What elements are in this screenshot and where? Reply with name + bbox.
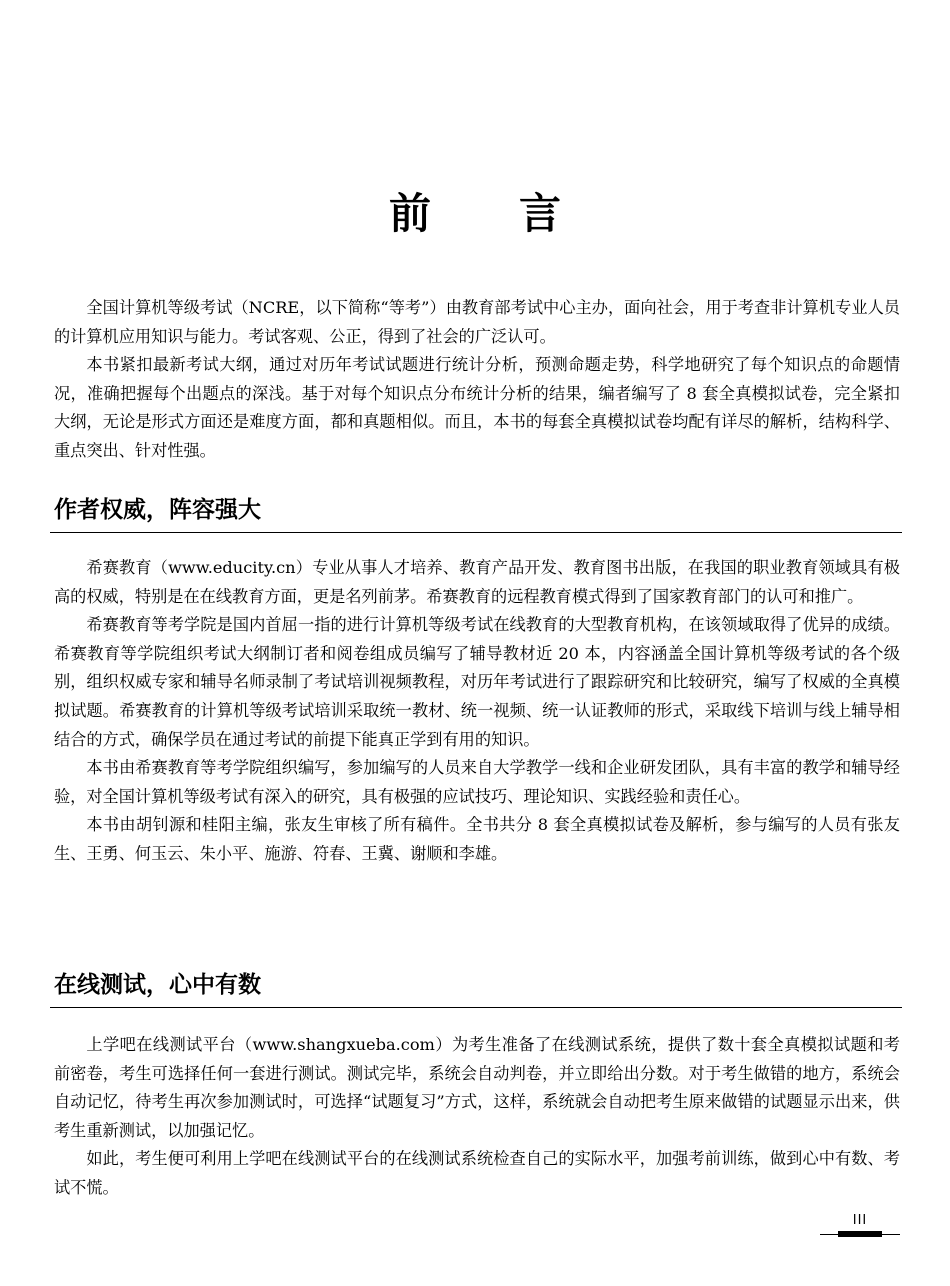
authority-section bbox=[54, 554, 900, 869]
page-number: III bbox=[852, 1213, 868, 1228]
section-heading-authority: 作者权威，阵容强大 bbox=[54, 497, 261, 523]
footer-bar bbox=[838, 1231, 882, 1237]
online-test-paragraph: 上学吧在线测试平台（www.shangxueba.com）为考生准备了在线测试系统，提供了数十套全真模拟试题和考前密卷，考生可选择任何一套进行测试。测试完毕，系统会自动判卷，并立即给出分数。对于考生做错的地方，系统会自动记忆，待考生再次参加测试时，可选择“试题复习”方式，这样，系统就会自动把考生原来做错的试题显示出来，供考生重新测试，以加强记忆。 bbox=[54, 1035, 900, 1140]
authority-paragraph: 本书由胡钊源和桂阳主编，张友生审核了所有稿件。全书共分 8 套全真模拟试卷及解析，参与编写的人员有张友生、王勇、何玉云、朱小平、施游、符春、王冀、谢顺和李雄。 bbox=[54, 815, 900, 863]
authority-paragraph: 希赛教育（www.educity.cn）专业从事人才培养、教育产品开发、教育图书出版，在我国的职业教育领域具有极高的权威，特别是在在线教育方面，更是名列前茅。希赛教育的远程教育模式得到了国家教育部门的认可和推广。 bbox=[54, 558, 900, 606]
page-title: 前言 bbox=[388, 189, 649, 238]
intro-paragraph: 全国计算机等级考试（NCRE，以下简称“等考”）由教育部考试中心主办，面向社会，用于考查非计算机专业人员的计算机应用知识与能力。考试客观、公正，得到了社会的广泛认可。 bbox=[54, 298, 900, 346]
intro-paragraph: 本书紧扣最新考试大纲，通过对历年考试试题进行统计分析，预测命题走势，科学地研究了每个知识点的命题情况，准确把握每个出题点的深浅。基于对每个知识点分布统计分析的结果，编者编写了 8 套全真模拟试卷，完全紧扣大纲，无论是形式方面还是难度方面，都和真题相似。而且，本书的每套全真模拟试卷均配有详尽的解析，结构科学、重点突出、针对性强。 bbox=[54, 355, 900, 460]
section-heading-online-test: 在线测试，心中有数 bbox=[54, 972, 261, 998]
section-divider bbox=[50, 532, 902, 533]
section-divider bbox=[50, 1007, 902, 1008]
authority-paragraph: 本书由希赛教育等考学院组织编写，参加编写的人员来自大学教学一线和企业研发团队，具有丰富的教学和辅导经验，对全国计算机等级考试有深入的研究，具有极强的应试技巧、理论知识、实践经验和责任心。 bbox=[54, 758, 900, 806]
online-test-section bbox=[54, 1031, 900, 1203]
authority-paragraph: 希赛教育等考学院是国内首屈一指的进行计算机等级考试在线教育的大型教育机构，在该领域取得了优异的成绩。希赛教育等学院组织考试大纲制订者和阅卷组成员编写了辅导教材近 20 本，内容涵盖全国计算机等级考试的各个级别，组织权威专家和辅导名师录制了考试培训视频教程，对历年考试进行了跟踪研究和比较研究，编写了权威的全真模拟试题。希赛教育的计算机等级考试培训采取统一教材、统一视频、统一认证教师的形式，采取线下培训与线上辅导相结合的方式，确保学员在通过考试的前提下能真正学到有用的知识。 bbox=[54, 615, 900, 749]
online-test-paragraph: 如此，考生便可利用上学吧在线测试平台的在线测试系统检查自己的实际水平，加强考前训练，做到心中有数、考试不慌。 bbox=[54, 1149, 900, 1197]
intro-section bbox=[54, 294, 900, 466]
